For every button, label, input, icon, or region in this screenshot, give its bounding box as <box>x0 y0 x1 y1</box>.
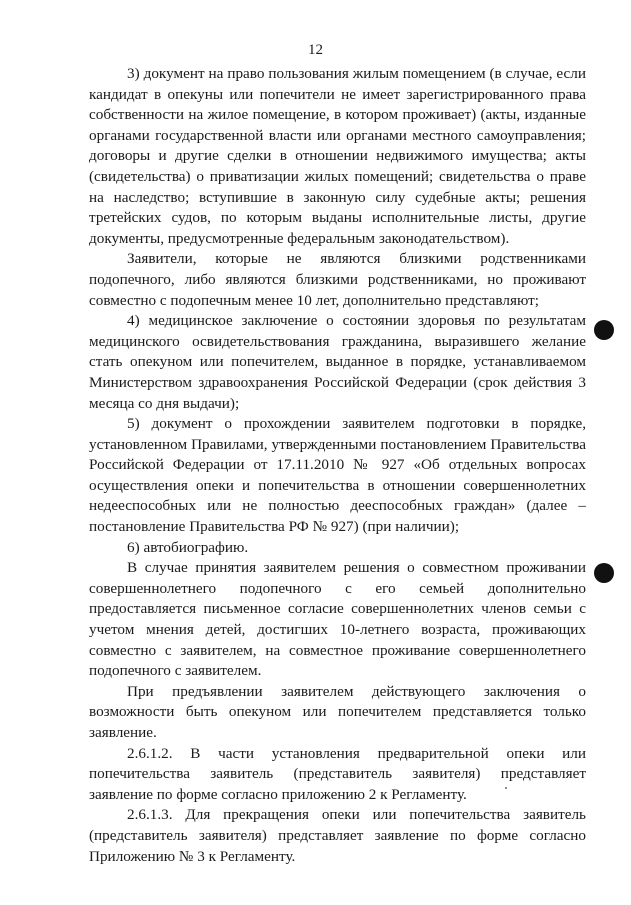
paragraph-additional-applicants: Заявители, которые не являются близкими родственниками подопечного, либо являются близкими родственниками, но проживают совместно с подопечным менее 10 лет, дополнительно представляют; <box>89 250 586 309</box>
paragraph-item-5: 5) документ о прохождении заявителем подготовки в порядке, установленном Правилами, утвержденными постановлением Правительства Российской Федерации от 17.11.2010 № 927 «Об отдельных вопросах осуществления опеки и попечительства в отношении совершеннолетних недееспособных или не полностью дееспособных граждан» (далее – постановление Правительства РФ № 927) (при наличии); <box>89 415 586 536</box>
paragraph-item-6: 6) автобиографию. <box>127 538 249 556</box>
paragraph-item-3: 3) документ на право пользования жилым помещением (в случае, если кандидат в опекуны или попечители не имеет зарегистрированного права собственности на жилое помещение, в котором проживает) (акты, изданные органами государственной власти или органами местного самоуправления; договоры и другие сделки в отношении недвижимого имущества; акты (свидетельства) о приватизации жилых помещений; свидетельства о праве на наследство; вступившие в законную силу судебные акты; решения третейских судов, по которым выданы исполнительные листы, другие документы, предусмотренные федеральным законодательством). <box>89 65 586 247</box>
scan-speck <box>505 787 507 789</box>
document-body <box>89 64 586 867</box>
paragraph-2-6-1-3: 2.6.1.3. Для прекращения опеки или попечительства заявитель (представитель заявителя) представляет заявление по форме согласно Приложению № 3 к Регламенту. <box>89 806 586 865</box>
paragraph-cohabitation: В случае принятия заявителем решения о совместном проживании совершеннолетнего подопечного с его семьей дополнительно предоставляется письменное согласие совершеннолетних членов семьи с учетом мнения детей, достигших 10-летнего возраста, проживающих совместно с заявителем, на совместное проживание совершеннолетнего подопечного с заявителем. <box>89 559 586 680</box>
punch-hole-bottom <box>594 563 614 583</box>
paragraph-existing-conclusion: При предъявлении заявителем действующего заключения о возможности быть опекуном или попечителем представляется только заявление. <box>89 682 586 741</box>
paragraph-2-6-1-2: 2.6.1.2. В части установления предварительной опеки или попечительства заявитель (представитель заявителя) представляет заявление по форме согласно приложению 2 к Регламенту. <box>89 744 586 803</box>
page-number: 12 <box>308 42 323 58</box>
paragraph-item-4: 4) медицинское заключение о состоянии здоровья по результатам медицинского освидетельствования гражданина, выразившего желание стать опекуном или попечителем, выданное в порядке, устанавливаемом Министерством здравоохранения Российской Федерации (срок действия 3 месяца со дня выдачи); <box>89 312 586 412</box>
punch-hole-top <box>594 320 614 340</box>
